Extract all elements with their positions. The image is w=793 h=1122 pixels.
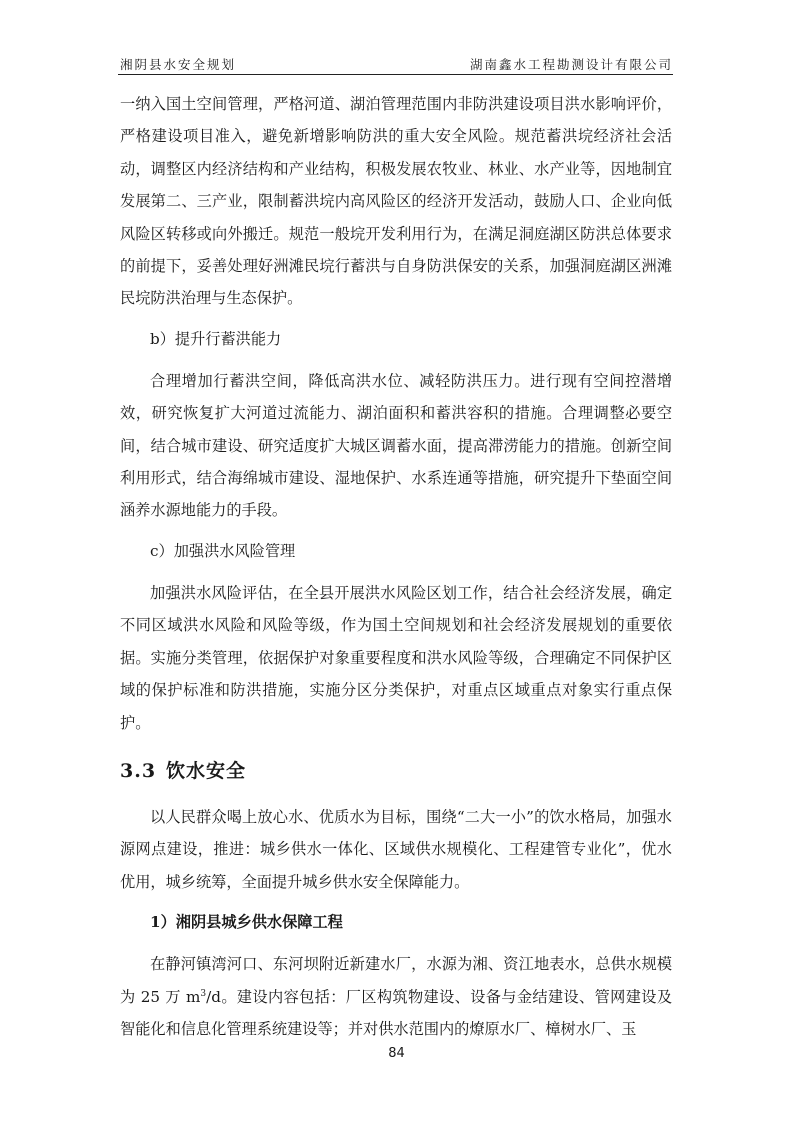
page-header (118, 52, 673, 75)
project-text-end: /d。建设内容包括：厂区构筑物建设、设备与金结建设、管网建设及智能化和信息化管理系统建设等；并对供水范围内的燎原水厂、樟树水厂、玉 (120, 987, 673, 1038)
header-company-name: 湖南鑫水工程勘测设计有限公司 (469, 57, 673, 72)
subheading-b: b）提升行蓄洪能力 (150, 329, 282, 348)
page-body (120, 88, 672, 1045)
section-heading (120, 757, 672, 785)
section-number: 3.3 (120, 759, 157, 782)
item-heading-1: 1）湘阴县城乡供水保障工程 (150, 913, 343, 932)
paragraph-flood-capacity: 合理增加行蓄洪空间，降低高洪水位、减轻防洪压力。进行现有空间控潜增效，研究恢复扩大河道过流能力、湖泊面积和蓄洪容积的措施。合理调整必要空间，结合城市建设、研究适度扩大城区调蓄水面，提高滞涝能力的措施。创新空间利用形式，结合海绵城市建设、湿地保护、水系连通等措施，研究提升下垫面空间涵养水源地能力的手段。 (120, 371, 672, 520)
subheading-c: c）加强洪水风险管理 (150, 541, 296, 560)
paragraph-flood-risk: 加强洪水风险评估，在全县开展洪水风险区划工作，结合社会经济发展，确定不同区域洪水风险和风险等级，作为国土空间规划和社会经济发展规划的重要依据。实施分类管理，依据保护对象重要程度和洪水风险等级，合理确定不同保护区域的保护标准和防洪措施，实施分区分类保护，对重点区域重点对象实行重点保护。 (120, 583, 672, 732)
page-number: 84 (388, 1046, 405, 1061)
project-text-start: 在静河镇湾河口、东河坝附近新建水厂，水源为湘、资江地表水，总供水规模为 25 万 m (120, 955, 672, 1006)
section-title: 饮水安全 (166, 759, 247, 782)
paragraph-water-supply-project (120, 948, 672, 1045)
paragraph-flood-zone-management: 一纳入国土空间管理，严格河道、湖泊管理范围内非防洪建设项目洪水影响评价，严格建设项目准入，避免新增影响防洪的重大安全风险。规范蓄洪垸经济社会活动，调整区内经济结构和产业结构，积极发展农牧业、林业、水产业等，因地制宜发展第二、三产业，限制蓄洪垸内高风险区的经济开发活动，鼓励人口、企业向低风险区转移或向外搬迁。规范一般垸开发利用行为，在满足洞庭湖区防洪总体要求的前提下，妥善处理好洲滩民垸行蓄洪与自身防洪保安的关系，加强洞庭湖区洲滩民垸防洪治理与生态保护。 (120, 95, 672, 308)
paragraph-water-supply-goal: 以人民群众喝上放心水、优质水为目标，围绕“二大一小”的饮水格局，加强水源网点建设，推进：城乡供水一体化、区域供水规模化、工程建管专业化”，优水优用，城乡统筹，全面提升城乡供水安全保障能力。 (120, 807, 672, 891)
unit-superscript: 3 (200, 988, 207, 999)
header-document-title: 湘阴县水安全规划 (120, 57, 237, 72)
